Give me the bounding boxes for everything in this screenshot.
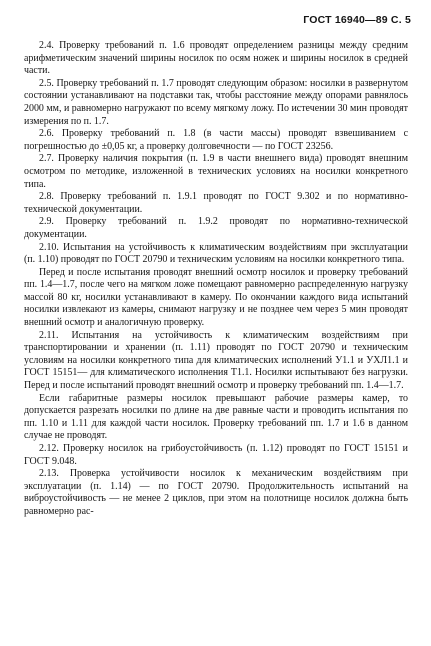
paragraph-2-13: 2.13. Проверка устойчивости носилок к механическим воздействиям при эксплуатации (п. 1.14) — по ГОСТ 20790. Продолжительность испытаний на виброустойчивость — не менее 2 циклов, при этом на полотнище носилок должна быть равномерно рас- bbox=[24, 468, 408, 517]
paragraph-2-10: 2.10. Испытания на устойчивость к климатическим воздействиям при эксплуатации (п. 1.10) проводят по ГОСТ 20790 и техническим условиям на носилки конкретного типа. bbox=[24, 241, 408, 266]
paragraph-2-11-dimensions: Если габаритные размеры носилок превышают рабочие размеры камер, то допускается разрезать носилки по длине на две равные части и проводить испытания по пп. 1.10 и 1.11 для каждой части носилок. Проверку требований пп. 1.7 и 1.6 в данном случае не проводят. bbox=[24, 392, 408, 442]
paragraph-2-12: 2.12. Проверку носилок на грибоустойчивость (п. 1.12) проводят по ГОСТ 15151 и ГОСТ 9.048. bbox=[24, 443, 408, 467]
paragraph-2-10-inspection: Перед и после испытания проводят внешний осмотр носилок и проверку требований пп. 1.4—1.7, после чего на мягком ложе помещают равномерно распределенную нагрузку массой 80 кг, носилки устанавливают в камеру. По окончании каждого вида испытаний носилки извлекают из камеры, снимают нагрузку и не позднее чем через 5 мин проводят внешний осмотр и аналогичную проверку. bbox=[24, 266, 408, 329]
document-body bbox=[24, 40, 408, 519]
paragraph-2-11: 2.11. Испытания на устойчивость к климатическим воздействиям при транспортировании и хранении (п. 1.11) проводят по ГОСТ 20790 и техническим условиям на носилки конкретного типа для климатических исполнений У1.1 и УХЛ1.1 и ГОСТ 15151— для климатического исполнения Т1.1. Носилки испытывают без нагрузки. Перед и после испытаний проводят внешний осмотр и проверку требований пп. 1.4—1.7. bbox=[24, 329, 408, 392]
page-header: ГОСТ 16940—89 С. 5 bbox=[303, 14, 411, 26]
paragraph-2-9: 2.9. Проверку требований п. 1.9.2 проводят по нормативно-технической документации. bbox=[24, 216, 408, 240]
paragraph-2-6: 2.6. Проверку требований п. 1.8 (в части массы) проводят взвешиванием с погрешностью до ±0,05 кг, а проверку долговечности — по ГОСТ 23256. bbox=[24, 128, 408, 152]
paragraph-2-5: 2.5. Проверку требований п. 1.7 проводят следующим образом: носилки в развернутом состоянии устанавливают на подставки так, чтобы расстояние между опорами равнялось 2000 мм, и равномерно нагружают по всему мягкому ложу. По истечении 30 мин проводят измерения по п. 1.7. bbox=[24, 77, 408, 127]
paragraph-2-8: 2.8. Проверку требований п. 1.9.1 проводят по ГОСТ 9.302 и по нормативно-технической документации. bbox=[24, 191, 408, 215]
paragraph-2-7: 2.7. Проверку наличия покрытия (п. 1.9 в части внешнего вида) проводят внешним осмотром по методике, изложенной в технических условиях на носилки конкретного типа. bbox=[24, 153, 408, 190]
paragraph-2-4: 2.4. Проверку требований п. 1.6 проводят определением разницы между средним арифметическим значений ширины носилок по осям ножек и ширины носилок в средней части. bbox=[24, 40, 408, 77]
